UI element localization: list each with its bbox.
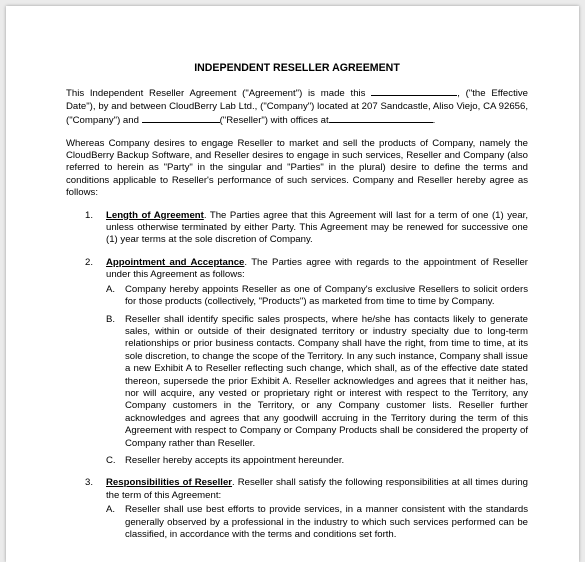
section-text: . Reseller shall satisfy the following responsibilities at all times during the term of this Agreement: (106, 477, 528, 501)
subitem-letter: B. (106, 313, 116, 325)
section-number: 3. (85, 477, 94, 489)
reseller-name-blank (142, 113, 220, 123)
section-heading: Responsibilities of Reseller (106, 477, 233, 489)
section-text: . The Parties agree that this Agreement will last for a term of one (1) year, unless otherwise terminated by either Party. This Agreement may be renewed for successive one (1) year terms at the sole discretion of Company. (106, 209, 528, 246)
section-heading: Length of Agreement (106, 209, 204, 221)
section-number: 2. (85, 256, 94, 268)
subitem-text: Company hereby appoints Reseller as one of Company's exclusive Resellers to solicit orders for those products (collectively, "Products") as marketed from time to time by Company. (125, 283, 528, 308)
document-title: INDEPENDENT RESELLER AGREEMENT (194, 62, 400, 74)
section-3 (66, 477, 528, 541)
section-text: . The Parties agree with regards to the appointment of Reseller under this Agreement as follows: (106, 256, 528, 281)
subitem-letter: A. (106, 504, 116, 516)
subitem-letter: A. (106, 283, 116, 295)
document-page (6, 6, 579, 562)
reseller-address-blank (329, 113, 433, 123)
section-2 (66, 257, 528, 468)
section-heading: Appointment and Acceptance (106, 256, 245, 268)
document-body (66, 62, 528, 551)
subitem-3a (106, 504, 528, 541)
subitem-2b (106, 314, 528, 450)
intro-text-1: This Independent Reseller Agreement ("Agreement") is made this (66, 88, 372, 100)
subitem-text: Reseller shall use best efforts to provide services, in a manner consistent with the standards generally observed by a professional in the industry to which such services performed can be classified, in accordance with the terms and conditions set forth. (125, 504, 528, 540)
intro-text-3: ("Reseller") with offices at (219, 115, 329, 127)
subitem-2a (106, 284, 528, 309)
intro-paragraph (66, 86, 528, 127)
whereas-paragraph: Whereas Company desires to engage Reseller to market and sell the products of Company, namely the CloudBerry Backup Software, and Reseller desires to engage in such services, Reseller and Company (also referred to herein as "Party" in the singular and "Parties" in the plural) desire to define the terms and conditions applicable to Reseller's performance of such services. Company and Reseller hereby agree as follows: (66, 137, 528, 199)
section-1 (66, 210, 528, 247)
subitem-letter: C. (106, 454, 116, 466)
subitem-text: Reseller hereby accepts its appointment hereunder. (125, 454, 345, 466)
subitem-2c (106, 455, 528, 467)
section-number: 1. (85, 209, 94, 221)
date-blank (371, 86, 457, 96)
intro-text-4: . (432, 115, 436, 127)
sections-list (66, 210, 528, 542)
intro-text-2: , ("the Effective Date"), by and between CloudBerry Lab Ltd., ("Company") located at 207 Sandcastle, Aliso Viejo, CA 92656, ("Company") and (66, 88, 528, 127)
subitem-text: Reseller shall identify specific sales prospects, where he/she has contacts likely to generate sales, within or outside of their designated territory or industry specialty due to long-term relationships or prior business contacts. Company shall have the right, from time to time, at its sole discretion, to change the scope of the Territory. In any such instance, Company shall issue a new Exhibit A to Reseller reflecting such change, which shall, as of the effective date stated thereon, supersede the prior Exhibit A. Reseller acknowledges and agrees that it neither has, nor will acquire, any vested or proprietary right or interest with respect to the Territory, any Company customers in the Territory, or any Company customer lists. Reseller further acknowledges and agrees that any goodwill accruing in the Territory during the term of this Agreement with respect to Company or Company Products shall be considered the property of Company rather than Reseller. (125, 313, 528, 449)
